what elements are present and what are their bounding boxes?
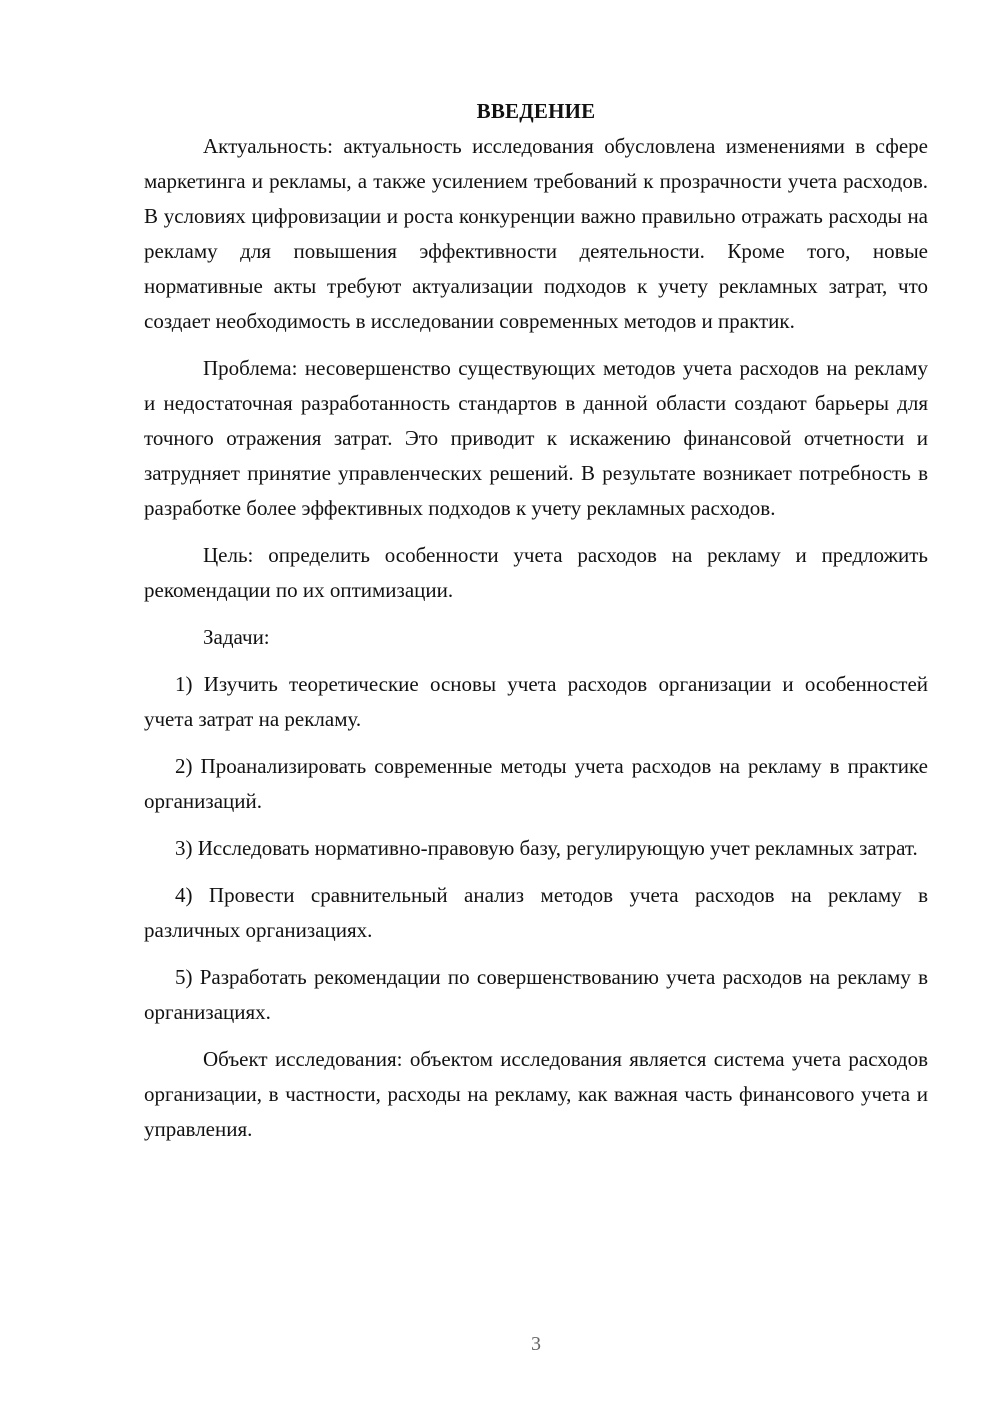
paragraph-relevance: Актуальность: актуальность исследования обусловлена изменениями в сфере маркетинга и рекламы, а также усилением требований к прозрачности учета расходов. В условиях цифровизации и роста конкуренции важно правильно отражать расходы на рекламу для повышения эффективности деятельности. Кроме того, новые нормативные акты требуют актуализации подходов к учету рекламных затрат, что создает необходимость в исследовании современных методов и практик.	[144, 134, 928, 333]
task-item-1: 1) Изучить теоретические основы учета расходов организации и особенностей учета затрат на рекламу.	[144, 672, 928, 731]
section-title: ВВЕДЕНИЕ	[476, 99, 596, 123]
task-item-2: 2) Проанализировать современные методы учета расходов на рекламу в практике организаций.	[144, 754, 928, 813]
paragraph-object: Объект исследования: объектом исследования является система учета расходов организации, в частности, расходы на рекламу, как важная часть финансового учета и управления.	[144, 1047, 928, 1141]
document-page	[144, 94, 928, 1147]
tasks-heading: Задачи:	[203, 625, 270, 649]
task-item-3: 3) Исследовать нормативно-правовую базу, регулирующую учет рекламных затрат.	[175, 836, 918, 860]
task-item-4: 4) Провести сравнительный анализ методов учета расходов на рекламу в различных организациях.	[144, 883, 928, 942]
paragraph-problem: Проблема: несовершенство существующих методов учета расходов на рекламу и недостаточная разработанность стандартов в данной области создают барьеры для точного отражения затрат. Это приводит к искажению финансовой отчетности и затрудняет принятие управленческих решений. В результате возникает потребность в разработке более эффективных подходов к учету рекламных расходов.	[144, 356, 928, 520]
task-item-5: 5) Разработать рекомендации по совершенствованию учета расходов на рекламу в организациях.	[144, 965, 928, 1024]
page-number: 3	[531, 1333, 541, 1355]
paragraph-goal: Цель: определить особенности учета расходов на рекламу и предложить рекомендации по их оптимизации.	[144, 543, 928, 602]
